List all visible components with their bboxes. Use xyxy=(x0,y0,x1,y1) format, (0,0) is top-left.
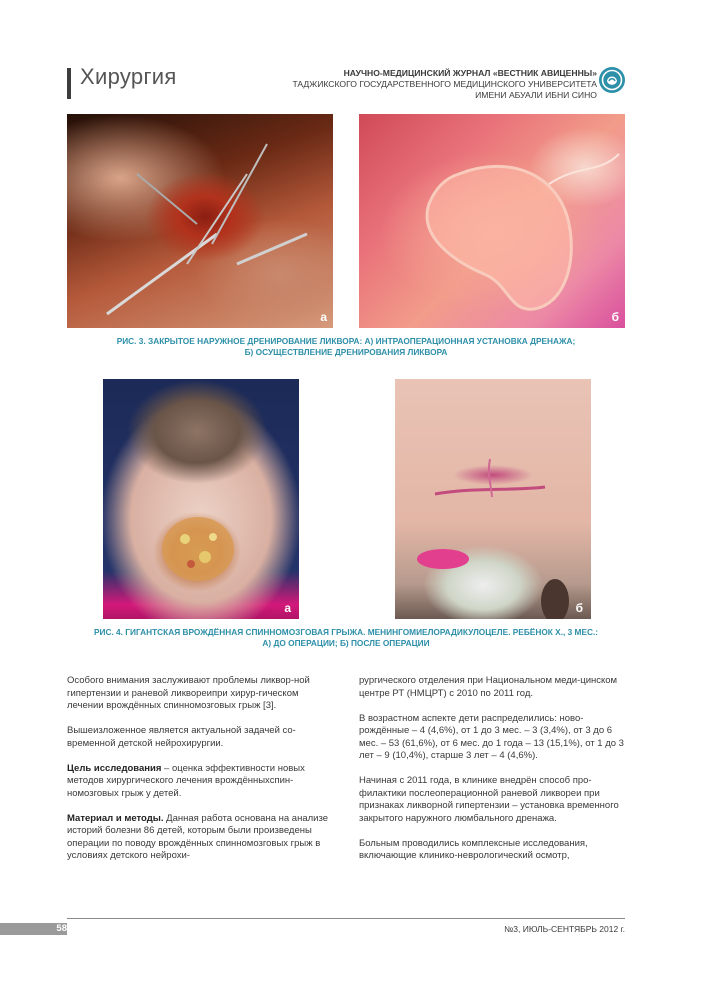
paragraph: Начиная с 2011 года, в клинике внедрён способ про-филактики послеоперационной раневой ликвореи при признаках ликворной гипертензии – установка временного закрытого наружного люмбального дренажа. xyxy=(359,775,619,824)
journal-title-line1: НАУЧНО-МЕДИЦИНСКИЙ ЖУРНАЛ «ВЕСТНИК АВИЦЕННЫ» xyxy=(343,68,597,78)
issue-info: №3, ИЮЛЬ-СЕНТЯБРЬ 2012 г. xyxy=(504,924,625,934)
paragraph: рургического отделения при Национальном меди-цинском центре РТ (НМЦРТ) с 2010 по 2011 год. xyxy=(359,675,618,699)
figure4-caption xyxy=(67,627,625,649)
paragraph-heading: Цель исследования xyxy=(67,762,162,774)
section-marker-bar xyxy=(67,68,71,99)
figure4-label-a: а xyxy=(284,601,291,615)
section-title: Хирургия xyxy=(80,64,177,89)
surgical-instruments-drawing xyxy=(67,114,333,328)
paragraph: Особого внимания заслуживают проблемы ликвор-ной гипертензии и раневой ликвореипри хирур-гическом лечении врождённых спинномозговых грыж [3]. xyxy=(67,675,310,711)
journal-title-line2: ТАДЖИКСКОГО ГОСУДАРСТВЕННОГО МЕДИЦИНСКОГО УНИВЕРСИТЕТА xyxy=(292,78,597,89)
paragraph xyxy=(67,763,335,801)
figure4-caption-line2: А) ДО ОПЕРАЦИИ; Б) ПОСЛЕ ОПЕРАЦИИ xyxy=(262,638,430,648)
figure4-photo-a xyxy=(103,379,299,619)
infant-back-drawing xyxy=(103,379,299,619)
figure4-caption-line1: РИС. 4. ГИГАНТСКАЯ ВРОЖДЁННАЯ СПИННОМОЗГОВАЯ ГРЫЖА. МЕНИНГОМИЕЛОРАДИКУЛОЦЕЛЕ. РЕБЁНОК Х., 3 МЕС.: xyxy=(93,627,599,637)
drainage-bag-drawing xyxy=(359,114,625,328)
text-column-left xyxy=(67,675,335,875)
paragraph xyxy=(67,813,335,863)
journal-title xyxy=(292,68,597,100)
postoperative-scar-drawing xyxy=(395,379,591,619)
figure3-label-a: а xyxy=(320,310,327,324)
footer-divider xyxy=(67,918,625,919)
figure4-photo-b xyxy=(395,379,591,619)
paragraph-text: Данная работа основана на анализе историй болезни 86 детей, которым были произведены операции по поводу врождённых спинномозговых грыж в условиях детского нейрохи- xyxy=(67,812,329,861)
journal-title-line3: ИМЕНИ АБУАЛИ ИБНИ СИНО xyxy=(475,89,597,100)
paragraph: Больным проводились комплексные исследования, включающие клинико-неврологический осмотр, xyxy=(359,837,588,861)
figure3-label-b: б xyxy=(611,310,619,324)
paragraph: Вышеизложенное является актуальной задачей со-временной детской нейрохирургии. xyxy=(67,725,296,749)
paragraph-text: – оценка эффективности новых методов хирургического лечения врождённыхспин-номозговых грыж у детей. xyxy=(67,762,305,799)
figure3-caption xyxy=(67,336,625,358)
journal-logo-icon xyxy=(598,66,626,94)
paragraph: В возрастном аспекте дети распределились: ново-рождённые – 4 (4,6%), от 1 до 3 мес. – 3 (3,4%), от 3 до 6 мес. – 53 (61,6%), от 6 мес. до 1 года – 13 (15,1%), от 1 до 3 лет – 9 (10,4%), старше 3 лет – 4 (4,6%). xyxy=(359,712,624,761)
figure3-photo-a xyxy=(67,114,333,328)
figure3-caption-line1: РИС. 3. ЗАКРЫТОЕ НАРУЖНОЕ ДРЕНИРОВАНИЕ ЛИКВОРА: А) ИНТРАОПЕРАЦИОННАЯ УСТАНОВКА ДРЕНАЖА; xyxy=(116,336,576,346)
figure3-caption-line2: Б) ОСУЩЕСТВЛЕНИЕ ДРЕНИРОВАНИЯ ЛИКВОРА xyxy=(244,347,448,357)
text-column-right xyxy=(359,675,625,875)
figure3-photo-b xyxy=(359,114,625,328)
figure4-label-b: б xyxy=(575,601,583,615)
page-number: 58 xyxy=(56,923,67,934)
paragraph-heading: Материал и методы. xyxy=(67,812,164,824)
